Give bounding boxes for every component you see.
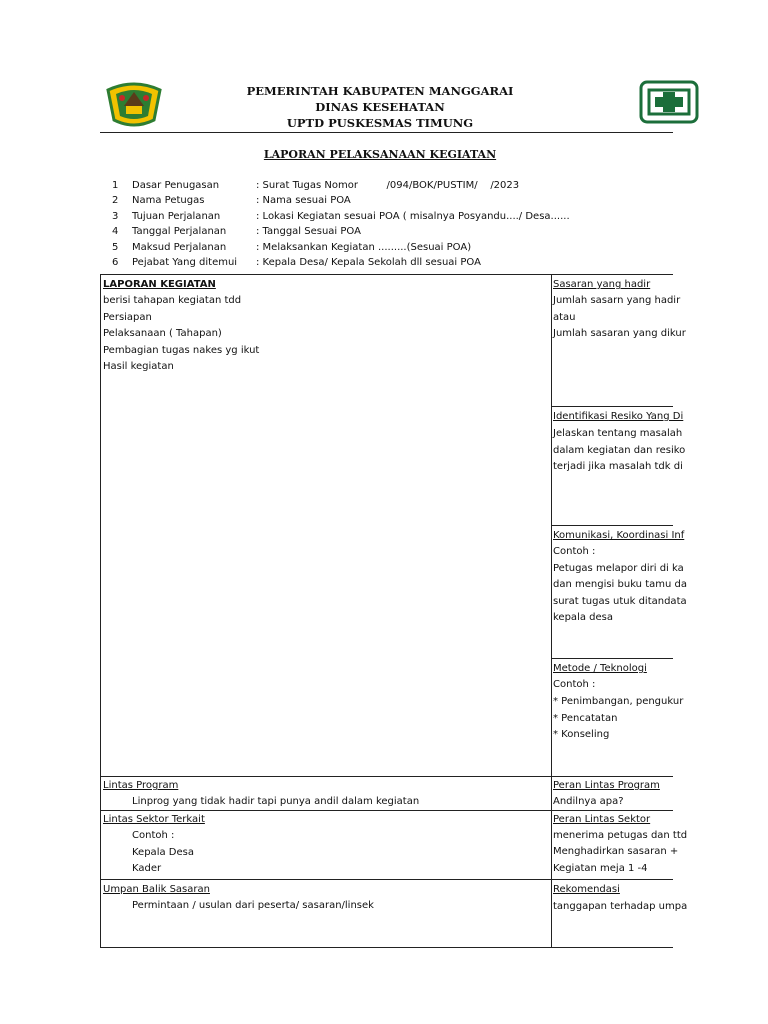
sasaran-line: Jumlah sasarn yang hadir [553, 295, 681, 306]
info-label: Maksud Perjalanan [132, 242, 227, 253]
info-no: 2 [112, 195, 119, 206]
header-line-3: UPTD PUSKESMAS TIMUNG [286, 116, 474, 130]
peran-lintas-program-text: Andilnya apa? [553, 796, 624, 807]
lintas-sektor-heading: Lintas Sektor Terkait [103, 814, 205, 825]
sasaran-line: atau [553, 312, 576, 323]
lintas-program-heading: Lintas Program [103, 780, 179, 791]
info-value: : Surat Tugas Nomor /094/BOK/PUSTIM/ /2023 [256, 180, 520, 191]
komunikasi-line: kepala desa [553, 612, 613, 623]
info-value: : Lokasi Kegiatan sesuai POA ( misalnya Posyandu..../ Desa...... [256, 211, 570, 222]
info-no: 6 [112, 257, 119, 268]
sasaran-line: Jumlah sasaran yang dikur [553, 328, 686, 339]
info-value: : Tanggal Sesuai POA [256, 226, 361, 237]
peran-lintas-sektor-line: Kegiatan meja 1 -4 [553, 863, 648, 874]
peran-lintas-sektor-heading: Peran Lintas Sektor [553, 814, 651, 825]
laporan-line: berisi tahapan kegiatan tdd [103, 295, 242, 306]
laporan-line: Pembagian tugas nakes yg ikut [103, 345, 260, 356]
metode-line: * Konseling [553, 729, 610, 740]
header-line-1: PEMERINTAH KABUPATEN MANGGARAI [246, 84, 514, 98]
info-no: 5 [112, 242, 119, 253]
komunikasi-heading: Komunikasi, Koordinasi Inf [553, 530, 685, 541]
lintas-program-text: Linprog yang tidak hadir tapi punya andil dalam kegiatan [132, 796, 420, 807]
info-label: Tujuan Perjalanan [132, 211, 221, 222]
komunikasi-line: surat tugas utuk ditandata [553, 596, 687, 607]
info-label: Dasar Penugasan [132, 180, 220, 191]
umpan-balik-text: Permintaan / usulan dari peserta/ sasaran/linsek [132, 900, 374, 911]
umpan-balik-heading: Umpan Balik Sasaran [103, 884, 210, 895]
lintas-sektor-line: Kader [132, 863, 162, 874]
rekomendasi-heading: Rekomendasi [553, 884, 620, 895]
laporan-line: Persiapan [103, 312, 152, 323]
komunikasi-line: dan mengisi buku tamu da [553, 579, 687, 590]
peran-lintas-sektor-line: Menghadirkan sasaran + [553, 846, 679, 857]
peran-lintas-program-heading: Peran Lintas Program [553, 780, 660, 791]
laporan-line: Pelaksanaan ( Tahapan) [103, 328, 222, 339]
komunikasi-line: Contoh : [553, 546, 596, 557]
info-value: : Kepala Desa/ Kepala Sekolah dll sesuai POA [256, 257, 481, 268]
info-no: 3 [112, 211, 119, 222]
laporan-heading: LAPORAN KEGIATAN [103, 279, 216, 290]
info-label: Pejabat Yang ditemui [132, 257, 238, 268]
lintas-sektor-line: Kepala Desa [132, 847, 194, 858]
info-label: Tanggal Perjalanan [132, 226, 227, 237]
info-no: 4 [112, 226, 119, 237]
metode-heading: Metode / Teknologi [553, 663, 647, 674]
info-value: : Melaksankan Kegiatan .........(Sesuai POA) [256, 242, 472, 253]
peran-lintas-sektor-line: menerima petugas dan ttd [553, 830, 688, 841]
resiko-line: Jelaskan tentang masalah [553, 428, 683, 439]
metode-line: * Penimbangan, pengukur [553, 696, 684, 707]
metode-line: Contoh : [553, 679, 596, 690]
right-column [552, 275, 688, 947]
info-no: 1 [112, 180, 119, 191]
metode-line: * Pencatatan [553, 713, 618, 724]
sasaran-heading: Sasaran yang hadir [553, 279, 651, 290]
header-line-2: DINAS KESEHATAN [315, 100, 445, 114]
resiko-line: dalam kegiatan dan resiko [553, 445, 686, 456]
info-label: Nama Petugas [132, 195, 205, 206]
rekomendasi-text: tanggapan terhadap umpa [553, 901, 688, 912]
resiko-heading: Identifikasi Resiko Yang Di [553, 411, 684, 422]
info-value: : Nama sesuai POA [256, 195, 351, 206]
header-divider [100, 132, 673, 133]
komunikasi-line: Petugas melapor diri di ka [553, 563, 684, 574]
lintas-sektor-line: Contoh : [132, 830, 175, 841]
document-title: LAPORAN PELAKSANAAN KEGIATAN [263, 148, 497, 161]
laporan-line: Hasil kegiatan [103, 361, 174, 372]
resiko-line: terjadi jika masalah tdk di [553, 461, 683, 472]
